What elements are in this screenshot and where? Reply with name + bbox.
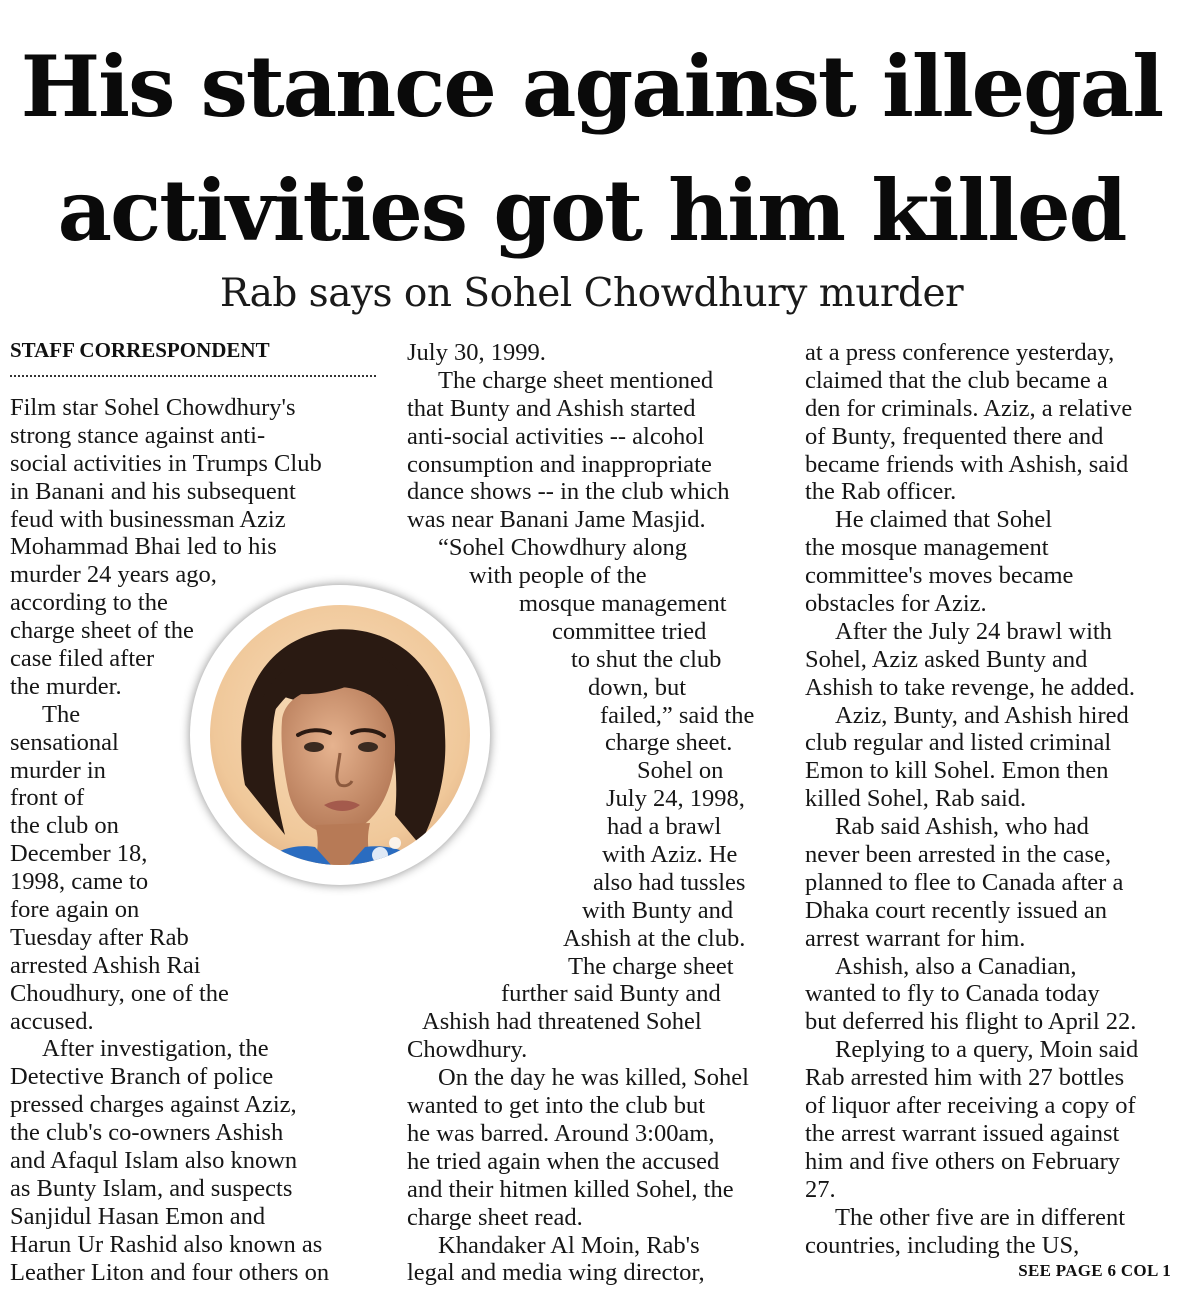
text-line: of Bunty, frequented there and [805,422,1104,450]
text-line: dance shows -- in the club which [407,478,730,506]
byline-divider [10,375,376,377]
portrait-photo [190,585,490,885]
text-line: charge sheet of the [10,617,194,645]
text-line: the Rab officer. [805,478,957,506]
text-line: planned to flee to Canada after a [805,868,1124,896]
text-line: charge sheet read. [407,1203,583,1231]
text-line: the club on [10,812,119,840]
text-line: down, but [588,673,686,701]
text-line: the arrest warrant issued against [805,1119,1120,1147]
text-line: consumption and inappropriate [407,450,712,478]
text-line: feud with businessman Aziz [10,505,286,533]
text-line: Film star Sohel Chowdhury's [10,394,296,421]
text-line: wanted to get into the club but [407,1092,706,1120]
text-line: claimed that the club became a [805,366,1108,394]
text-line: He claimed that Sohel [835,506,1053,534]
text-line: in Banani and his subsequent [10,477,296,505]
text-line: never been arrested in the case, [805,841,1112,869]
text-line: arrested Ashish Rai [10,951,201,979]
text-line: arrest warrant for him. [805,924,1026,952]
text-line: the murder. [10,672,122,700]
text-line: Aziz, Bunty, and Ashish hired [835,701,1129,729]
text-line: Replying to a query, Moin said [835,1036,1139,1064]
text-line: pressed charges against Aziz, [10,1091,297,1119]
text-line: December 18, [10,840,148,868]
text-line: committee tried [552,617,707,645]
continuation-note: SEE PAGE 6 COL 1 [1018,1261,1171,1280]
text-line: fore again on [10,896,140,924]
text-line: he was barred. Around 3:00am, [407,1119,715,1147]
text-line: the mosque management [805,534,1049,562]
text-line: with Aziz. He [602,841,738,869]
text-line: wanted to fly to Canada today [805,980,1100,1008]
text-line: also had tussles [593,868,746,896]
text-line: strong stance against anti- [10,421,266,449]
text-line: anti-social activities -- alcohol [407,422,705,450]
text-line: with Bunty and [582,896,734,924]
text-line: Sanjidul Hasan Emon and [10,1202,266,1230]
article-column-3 [805,339,1177,1259]
text-line: The [42,700,81,728]
text-line: den for criminals. Aziz, a relative [805,394,1133,422]
text-line: and Afaqul Islam also known [10,1147,298,1175]
byline: STAFF CORRESPONDENT [10,338,270,362]
text-line: Ashish had threatened Sohel [422,1008,702,1036]
text-line: accused. [10,1007,94,1035]
text-line: committee's moves became [805,562,1074,590]
text-line: On the day he was killed, Sohel [438,1064,749,1092]
text-line: became friends with Ashish, said [805,450,1129,478]
portrait-illustration [190,585,490,885]
text-line: Leather Liton and four others on [10,1258,330,1286]
text-line: Tuesday after Rab [10,923,189,951]
text-line: and their hitmen killed Sohel, the [407,1175,734,1203]
text-line: as Bunty Islam, and suspects [10,1174,293,1202]
text-line: mosque management [519,590,727,618]
text-line: further said Bunty and [501,980,721,1008]
text-line: failed,” said the [600,701,755,729]
text-line: the club's co-owners Ashish [10,1119,284,1147]
text-line: After investigation, the [42,1035,269,1063]
text-line: to shut the club [571,645,722,673]
headline-line-2: activities got him killed [57,161,1126,260]
text-line: murder 24 years ago, [10,561,217,589]
text-line: club regular and listed criminal [805,729,1112,757]
text-line: case filed after [10,645,155,673]
text-line: “Sohel Chowdhury along [438,534,688,562]
text-line: front of [10,784,85,812]
text-line: Khandaker Al Moin, Rab's [438,1231,700,1259]
text-line: he tried again when the accused [407,1147,720,1175]
text-line: Ashish to take revenge, he added. [805,673,1135,701]
text-line: of liquor after receiving a copy of [805,1092,1136,1120]
text-line: at a press conference yesterday, [805,339,1115,366]
text-line: that Bunty and Ashish started [407,394,696,422]
text-line: him and five others on February [805,1147,1121,1175]
text-line: Choudhury, one of the [10,979,229,1007]
text-line: Sohel on [637,757,724,785]
text-line: July 24, 1998, [606,785,745,813]
text-line: 27. [805,1175,836,1203]
text-line: The charge sheet [568,952,734,980]
text-line: The other five are in different [835,1203,1126,1231]
text-line: charge sheet. [605,729,733,757]
text-line: July 30, 1999. [407,339,546,366]
text-line: The charge sheet mentioned [438,366,714,394]
text-line: Detective Branch of police [10,1063,274,1091]
text-line: but deferred his flight to April 22. [805,1008,1137,1036]
text-line: with people of the [469,562,647,590]
text-line: Mohammad Bhai led to his [10,533,277,561]
text-line: Ashish at the club. [563,924,746,952]
text-line: social activities in Trumps Club [10,449,322,477]
text-line: Rab said Ashish, who had [835,813,1089,841]
text-line: murder in [10,756,106,784]
text-line: legal and media wing director, [407,1259,705,1287]
text-line: Rab arrested him with 27 bottles [805,1064,1125,1092]
text-line: was near Banani Jame Masjid. [407,506,706,534]
text-line: killed Sohel, Rab said. [805,785,1027,813]
text-line: obstacles for Aziz. [805,590,987,618]
text-line: had a brawl [607,813,722,841]
text-line: sensational [10,728,119,756]
headline-line-1: His stance against illegal [20,37,1163,136]
text-line: Emon to kill Sohel. Emon then [805,757,1109,785]
text-line: Sohel, Aziz asked Bunty and [805,645,1088,673]
subheadline: Rab says on Sohel Chowdhury murder [219,271,964,316]
text-line: Harun Ur Rashid also known as [10,1230,323,1258]
text-line: Chowdhury. [407,1036,528,1064]
text-line: countries, including the US, [805,1231,1080,1259]
text-line: Dhaka court recently issued an [805,896,1108,924]
text-line: Ashish, also a Canadian, [835,952,1077,980]
text-line: 1998, came to [10,868,149,896]
text-line: After the July 24 brawl with [835,617,1112,645]
text-line: according to the [10,589,168,617]
